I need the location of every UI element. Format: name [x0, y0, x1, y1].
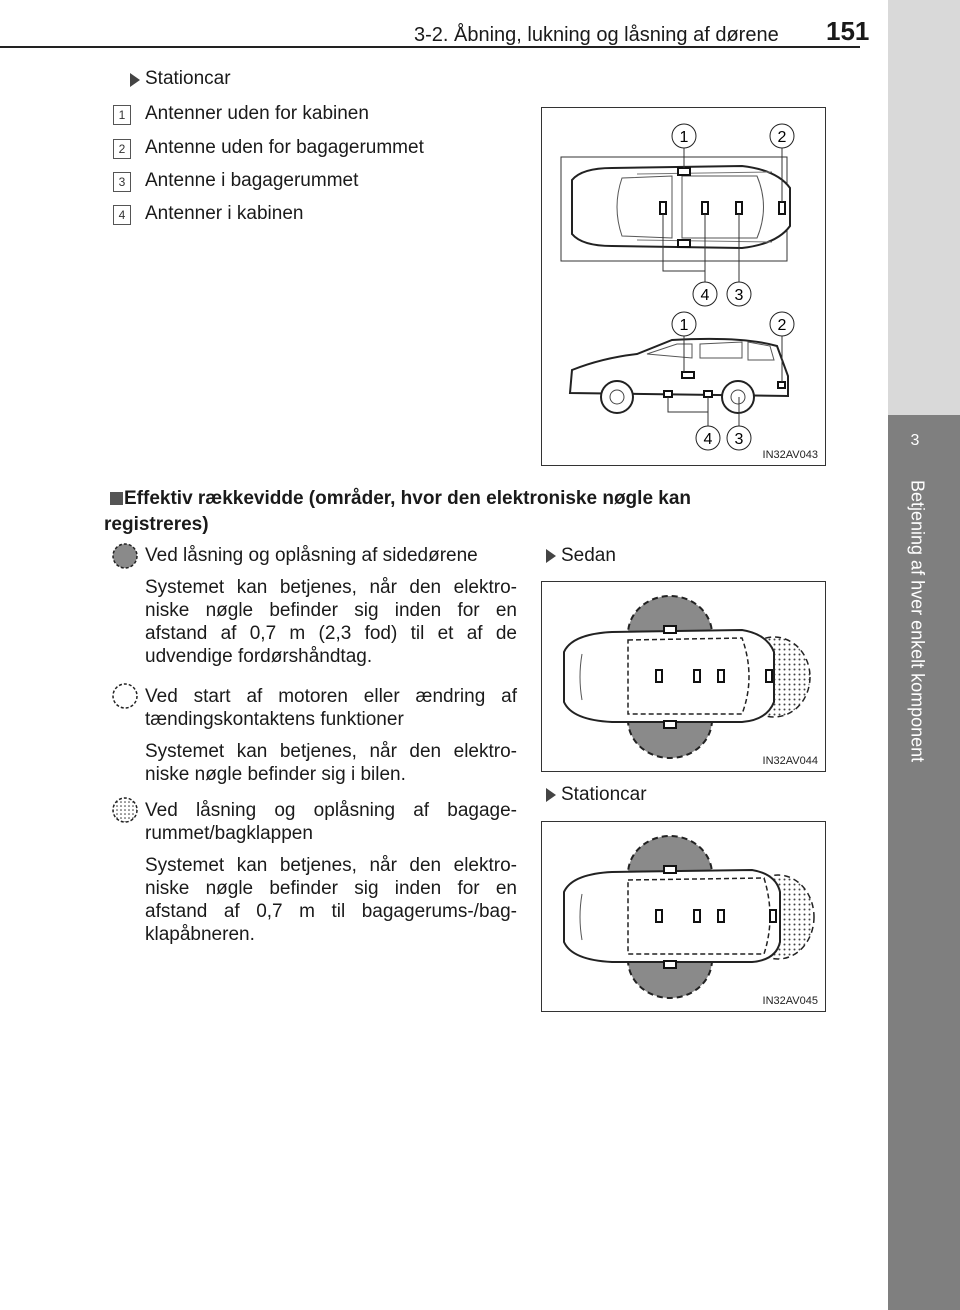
variant-label-stationcar: Stationcar	[561, 784, 647, 805]
item-number-badge: 2	[113, 139, 131, 159]
antenna-marker	[682, 372, 694, 378]
wheel-hub	[731, 390, 745, 404]
callout-number: 3	[734, 287, 744, 304]
callout-number: 2	[777, 129, 787, 146]
chapter-title-vertical	[897, 480, 937, 900]
zone-title: Ved låsning og oplåsning af sidedørene	[145, 545, 478, 566]
page-number: 151	[826, 16, 870, 46]
callout-number: 1	[679, 317, 689, 334]
antenna-item-label: Antenne i bagagerummet	[145, 170, 359, 191]
antenna-marker	[656, 910, 662, 922]
antenna-marker	[656, 670, 662, 682]
item-number-badge: 3	[113, 172, 131, 192]
antenna-marker	[664, 866, 676, 873]
callout-number: 4	[700, 287, 710, 304]
figure-code: IN32AV043	[762, 449, 818, 461]
antenna-marker	[736, 202, 742, 214]
zone-description: Systemet kan betjenes, når den elektroniske nøgle befinder sig i bilen.	[145, 741, 517, 785]
antenna-item-label: Antenne uden for bagagerummet	[145, 137, 424, 158]
antenna-marker	[664, 961, 676, 968]
stationcar-range-figure	[541, 821, 826, 1012]
dashed-circle-grey-icon	[111, 542, 139, 570]
sedan-range-diagram	[542, 582, 825, 771]
chapter-title: Betjening af hver enkelt komponent	[907, 480, 928, 763]
zone-description: Systemet kan betjenes, når den elektroniske nøgle befinder sig inden for en afstand af 0,7 m (2,3 fod) til et af de udvendige fordørshåndtag.	[145, 577, 517, 667]
antenna-marker	[718, 670, 724, 682]
zone-description: Systemet kan betjenes, når den elektroniske nøgle befinder sig inden for en afstand af 0,7 m til bagagerums-/bagklapåbneren.	[145, 855, 517, 945]
antenna-location-figure	[541, 107, 826, 466]
antenna-marker	[694, 670, 700, 682]
antenna-item-label: Antenner i kabinen	[145, 203, 304, 224]
section-title: 3-2. Åbning, lukning og låsning af dørene	[414, 24, 779, 46]
antenna-item-label: Antenner uden for kabinen	[145, 103, 369, 124]
variant-label-sedan: Sedan	[561, 545, 616, 566]
antenna-marker	[694, 910, 700, 922]
triangle-bullet-icon	[546, 788, 556, 802]
antenna-marker	[678, 240, 690, 247]
figure-code: IN32AV045	[762, 995, 818, 1007]
antenna-marker	[702, 202, 708, 214]
antenna-marker	[766, 670, 772, 682]
antenna-marker	[779, 202, 785, 214]
callout-number: 4	[703, 431, 713, 448]
side-tab-upper	[888, 0, 960, 415]
antenna-marker	[664, 626, 676, 633]
variant-label-stationcar: Stationcar	[145, 68, 231, 89]
triangle-bullet-icon	[546, 549, 556, 563]
sedan-range-figure	[541, 581, 826, 772]
antenna-marker	[678, 168, 690, 175]
wheel-hub	[610, 390, 624, 404]
antenna-marker	[778, 382, 785, 388]
antenna-marker	[770, 910, 776, 922]
car-body-side	[570, 339, 788, 396]
cabin-range-zone	[628, 638, 749, 714]
antenna-marker	[704, 391, 712, 397]
car-body-top	[572, 166, 790, 248]
stationcar-range-diagram	[542, 822, 825, 1011]
triangle-bullet-icon	[130, 73, 140, 87]
leader-line	[668, 397, 708, 412]
range-heading: Effektiv rækkevidde (områder, hvor den elektroniske nøgle kan registreres)	[104, 488, 692, 535]
item-number-badge: 1	[113, 105, 131, 125]
callout-number: 2	[777, 317, 787, 334]
item-number-badge: 4	[113, 205, 131, 225]
callout-number: 1	[679, 129, 689, 146]
car-diagram	[542, 108, 825, 465]
dashed-circle-white-icon	[111, 682, 139, 710]
chapter-number: 3	[910, 432, 920, 449]
antenna-marker	[664, 721, 676, 728]
dotted-circle-pattern-icon	[111, 796, 139, 824]
zone-title: Ved start af motoren eller ændring af tændingskontaktens funktioner	[145, 686, 517, 730]
antenna-marker	[718, 910, 724, 922]
antenna-marker	[660, 202, 666, 214]
antenna-marker	[664, 391, 672, 397]
zone-title: Ved låsning og oplåsning af bagagerummet/bagklappen	[145, 800, 517, 844]
figure-code: IN32AV044	[762, 755, 818, 767]
header-rule	[0, 46, 860, 48]
callout-number: 3	[734, 431, 744, 448]
